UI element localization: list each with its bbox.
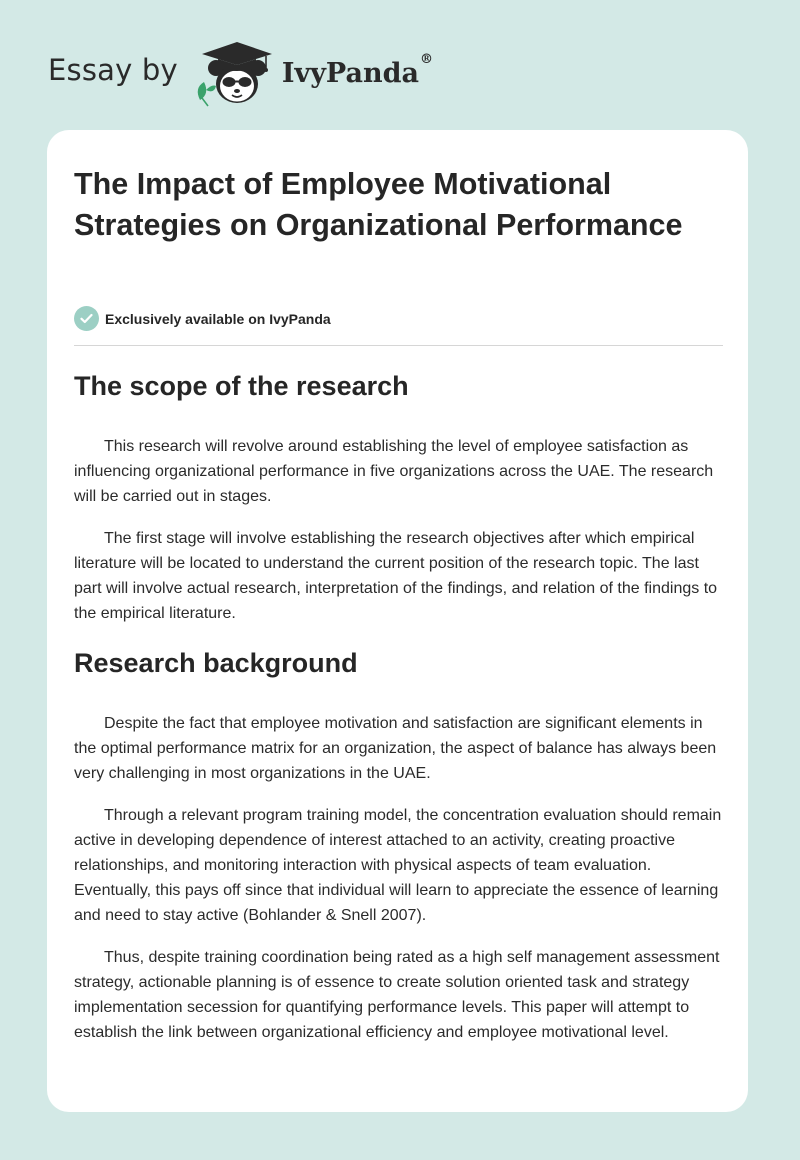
check-circle-icon bbox=[74, 306, 99, 331]
article-card bbox=[47, 130, 748, 1112]
paragraph: Through a relevant program training model, the concentration evaluation should remain active in developing dependence of interest attached to an activity, creating proactive relationships, and monitoring interaction with physical aspects of team evaluation. Eventually, this pays off since that individual will learn to appreciate the essence of learning and need to stay active (Bohlander & Snell 2007). bbox=[74, 807, 722, 924]
site-header bbox=[48, 36, 433, 108]
brand-name-text: IvyPanda bbox=[281, 57, 419, 89]
paragraph: Despite the fact that employee motivation and satisfaction are significant elements in the optimal performance matrix for an organization, the aspect of balance has always been very challenging in most organizations in the UAE. bbox=[74, 715, 717, 782]
article-title: The Impact of Employee Motivational Strategies on Organizational Performance bbox=[74, 167, 683, 242]
exclusive-badge bbox=[74, 306, 331, 331]
article-body bbox=[74, 366, 723, 1045]
paragraph: Thus, despite training coordination being rated as a high self management assessment strategy, actionable planning is of essence to create solution oriented task and strategy implementation secession for quantifying performance levels. This paper will attempt to establish the link between organizational efficiency and employee motivational level. bbox=[74, 949, 720, 1041]
title-divider bbox=[74, 345, 723, 346]
registered-mark: ® bbox=[419, 51, 433, 67]
section-heading-background: Research background bbox=[74, 648, 358, 678]
paragraph: This research will revolve around establishing the level of employee satisfaction as influencing organizational performance in five organizations across the UAE. The research will be carried out in stages. bbox=[74, 438, 714, 505]
exclusive-badge-text: Exclusively available on IvyPanda bbox=[105, 310, 331, 327]
brand-prefix: Essay by bbox=[48, 53, 178, 87]
panda-graduate-logo-icon[interactable] bbox=[192, 36, 276, 108]
section-heading-scope: The scope of the research bbox=[74, 371, 409, 401]
paragraph: The first stage will involve establishing the research objectives after which empirical literature will be located to understand the current position of the research topic. The last part will involve actual research, interpretation of the findings, and relation of the findings to the empirical literature. bbox=[74, 530, 718, 622]
brand-name[interactable] bbox=[281, 51, 433, 89]
